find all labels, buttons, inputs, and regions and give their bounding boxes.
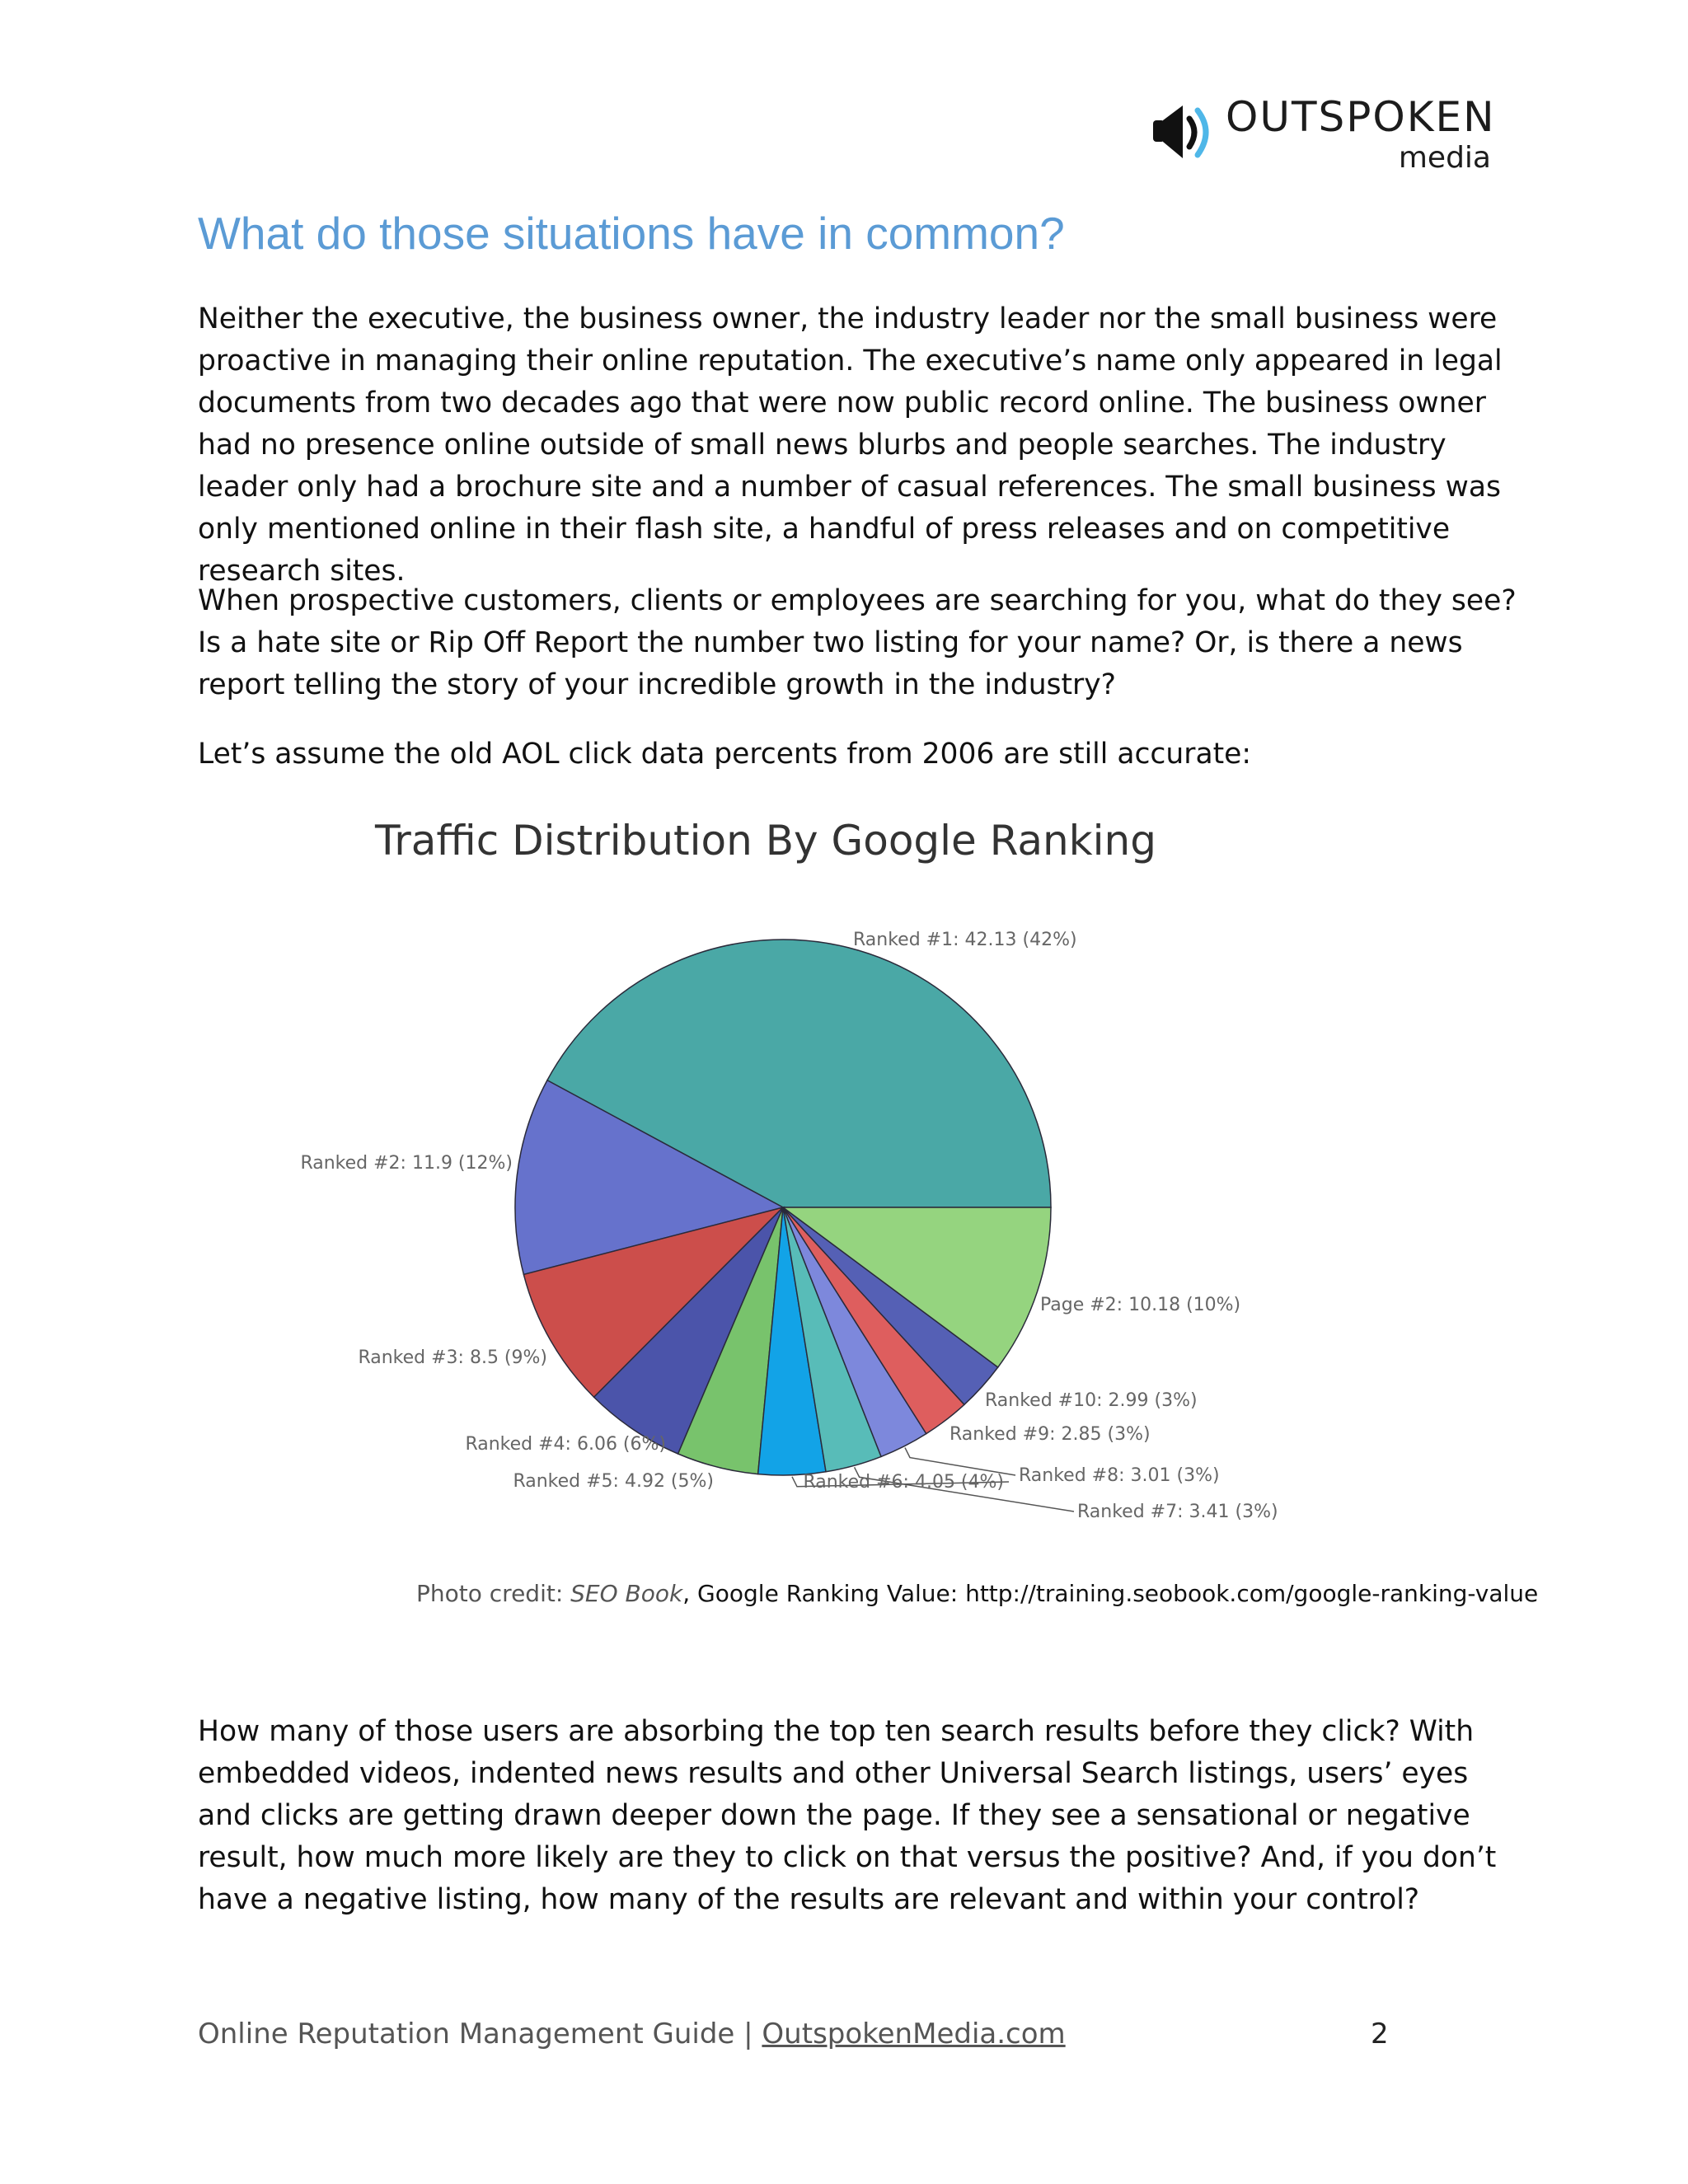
slice-label: Ranked #7: 3.41 (3%) bbox=[1077, 1502, 1278, 1522]
traffic-pie-chart bbox=[247, 804, 1319, 1545]
page-heading: What do those situations have in common? bbox=[198, 208, 1065, 259]
slice-label: Ranked #9: 2.85 (3%) bbox=[950, 1424, 1151, 1445]
credit-source: SEO Book bbox=[570, 1580, 683, 1607]
paragraph-users-absorbing: How many of those users are absorbing the top ten search results before they click? With embedded videos, indented news results and other Universal Search listings, users’ eyes and clicks are getting drawn deeper down the page. If they see a sensational or negative result, how much more likely are they to click on that versus the positive? And, if you don’t have a negative listing, how many of the results are relevant and within your control? bbox=[198, 1715, 1497, 1916]
photo-credit bbox=[416, 1580, 1538, 1607]
slice-label: Ranked #6: 4.05 (4%) bbox=[803, 1472, 1004, 1493]
label-leader-line bbox=[905, 1448, 1015, 1475]
credit-prefix: Photo credit: bbox=[416, 1580, 571, 1607]
paragraph-searching: When prospective customers, clients or employees are searching for you, what do they see? Is a hate site or Rip Off Report the number two listing for your name? Or, is there a news report telling the story of your incredible growth in the industry? bbox=[198, 584, 1517, 701]
chart-title: Traffic Distribution By Google Ranking bbox=[375, 817, 1156, 865]
slice-label: Page #2: 10.18 (10%) bbox=[1040, 1295, 1241, 1315]
paragraph-situations: Neither the executive, the business owner, the industry leader nor the small business were proactive in managing their online reputation. The executive’s name only appeared in legal documents from two decades ago that were now public record online. The business owner had no presence online outside of small news blurbs and people searches. The industry leader only had a brochure site and a number of casual references. The small business was only mentioned online in their flash site, a handful of press releases and on competitive research sites. bbox=[198, 302, 1503, 588]
slice-label: Ranked #1: 42.13 (42%) bbox=[853, 930, 1077, 950]
footer-link[interactable]: OutspokenMedia.com bbox=[762, 2018, 1066, 2050]
slice-label: Ranked #3: 8.5 (9%) bbox=[358, 1347, 547, 1368]
credit-suffix: , Google Ranking Value: http://training.seobook.com/google-ranking-value bbox=[682, 1580, 1539, 1607]
slice-label: Ranked #4: 6.06 (6%) bbox=[465, 1434, 666, 1455]
slice-label: Ranked #8: 3.01 (3%) bbox=[1019, 1465, 1220, 1486]
logo-subtitle: media bbox=[1398, 141, 1491, 175]
footer-text: Online Reputation Management Guide | bbox=[198, 2018, 762, 2050]
slice-label: Ranked #5: 4.92 (5%) bbox=[513, 1471, 714, 1492]
logo-wordmark: OUTSPOKEN bbox=[1226, 93, 1496, 141]
paragraph-aol-intro: Let’s assume the old AOL click data percents from 2006 are still accurate: bbox=[198, 738, 1251, 771]
slice-label: Ranked #2: 11.9 (12%) bbox=[300, 1153, 513, 1174]
page-number: 2 bbox=[1371, 2018, 1389, 2050]
speaker-icon bbox=[1150, 101, 1220, 166]
slice-label: Ranked #10: 2.99 (3%) bbox=[985, 1390, 1198, 1411]
footer bbox=[198, 2013, 1393, 2055]
outspoken-media-logo bbox=[1150, 92, 1496, 179]
